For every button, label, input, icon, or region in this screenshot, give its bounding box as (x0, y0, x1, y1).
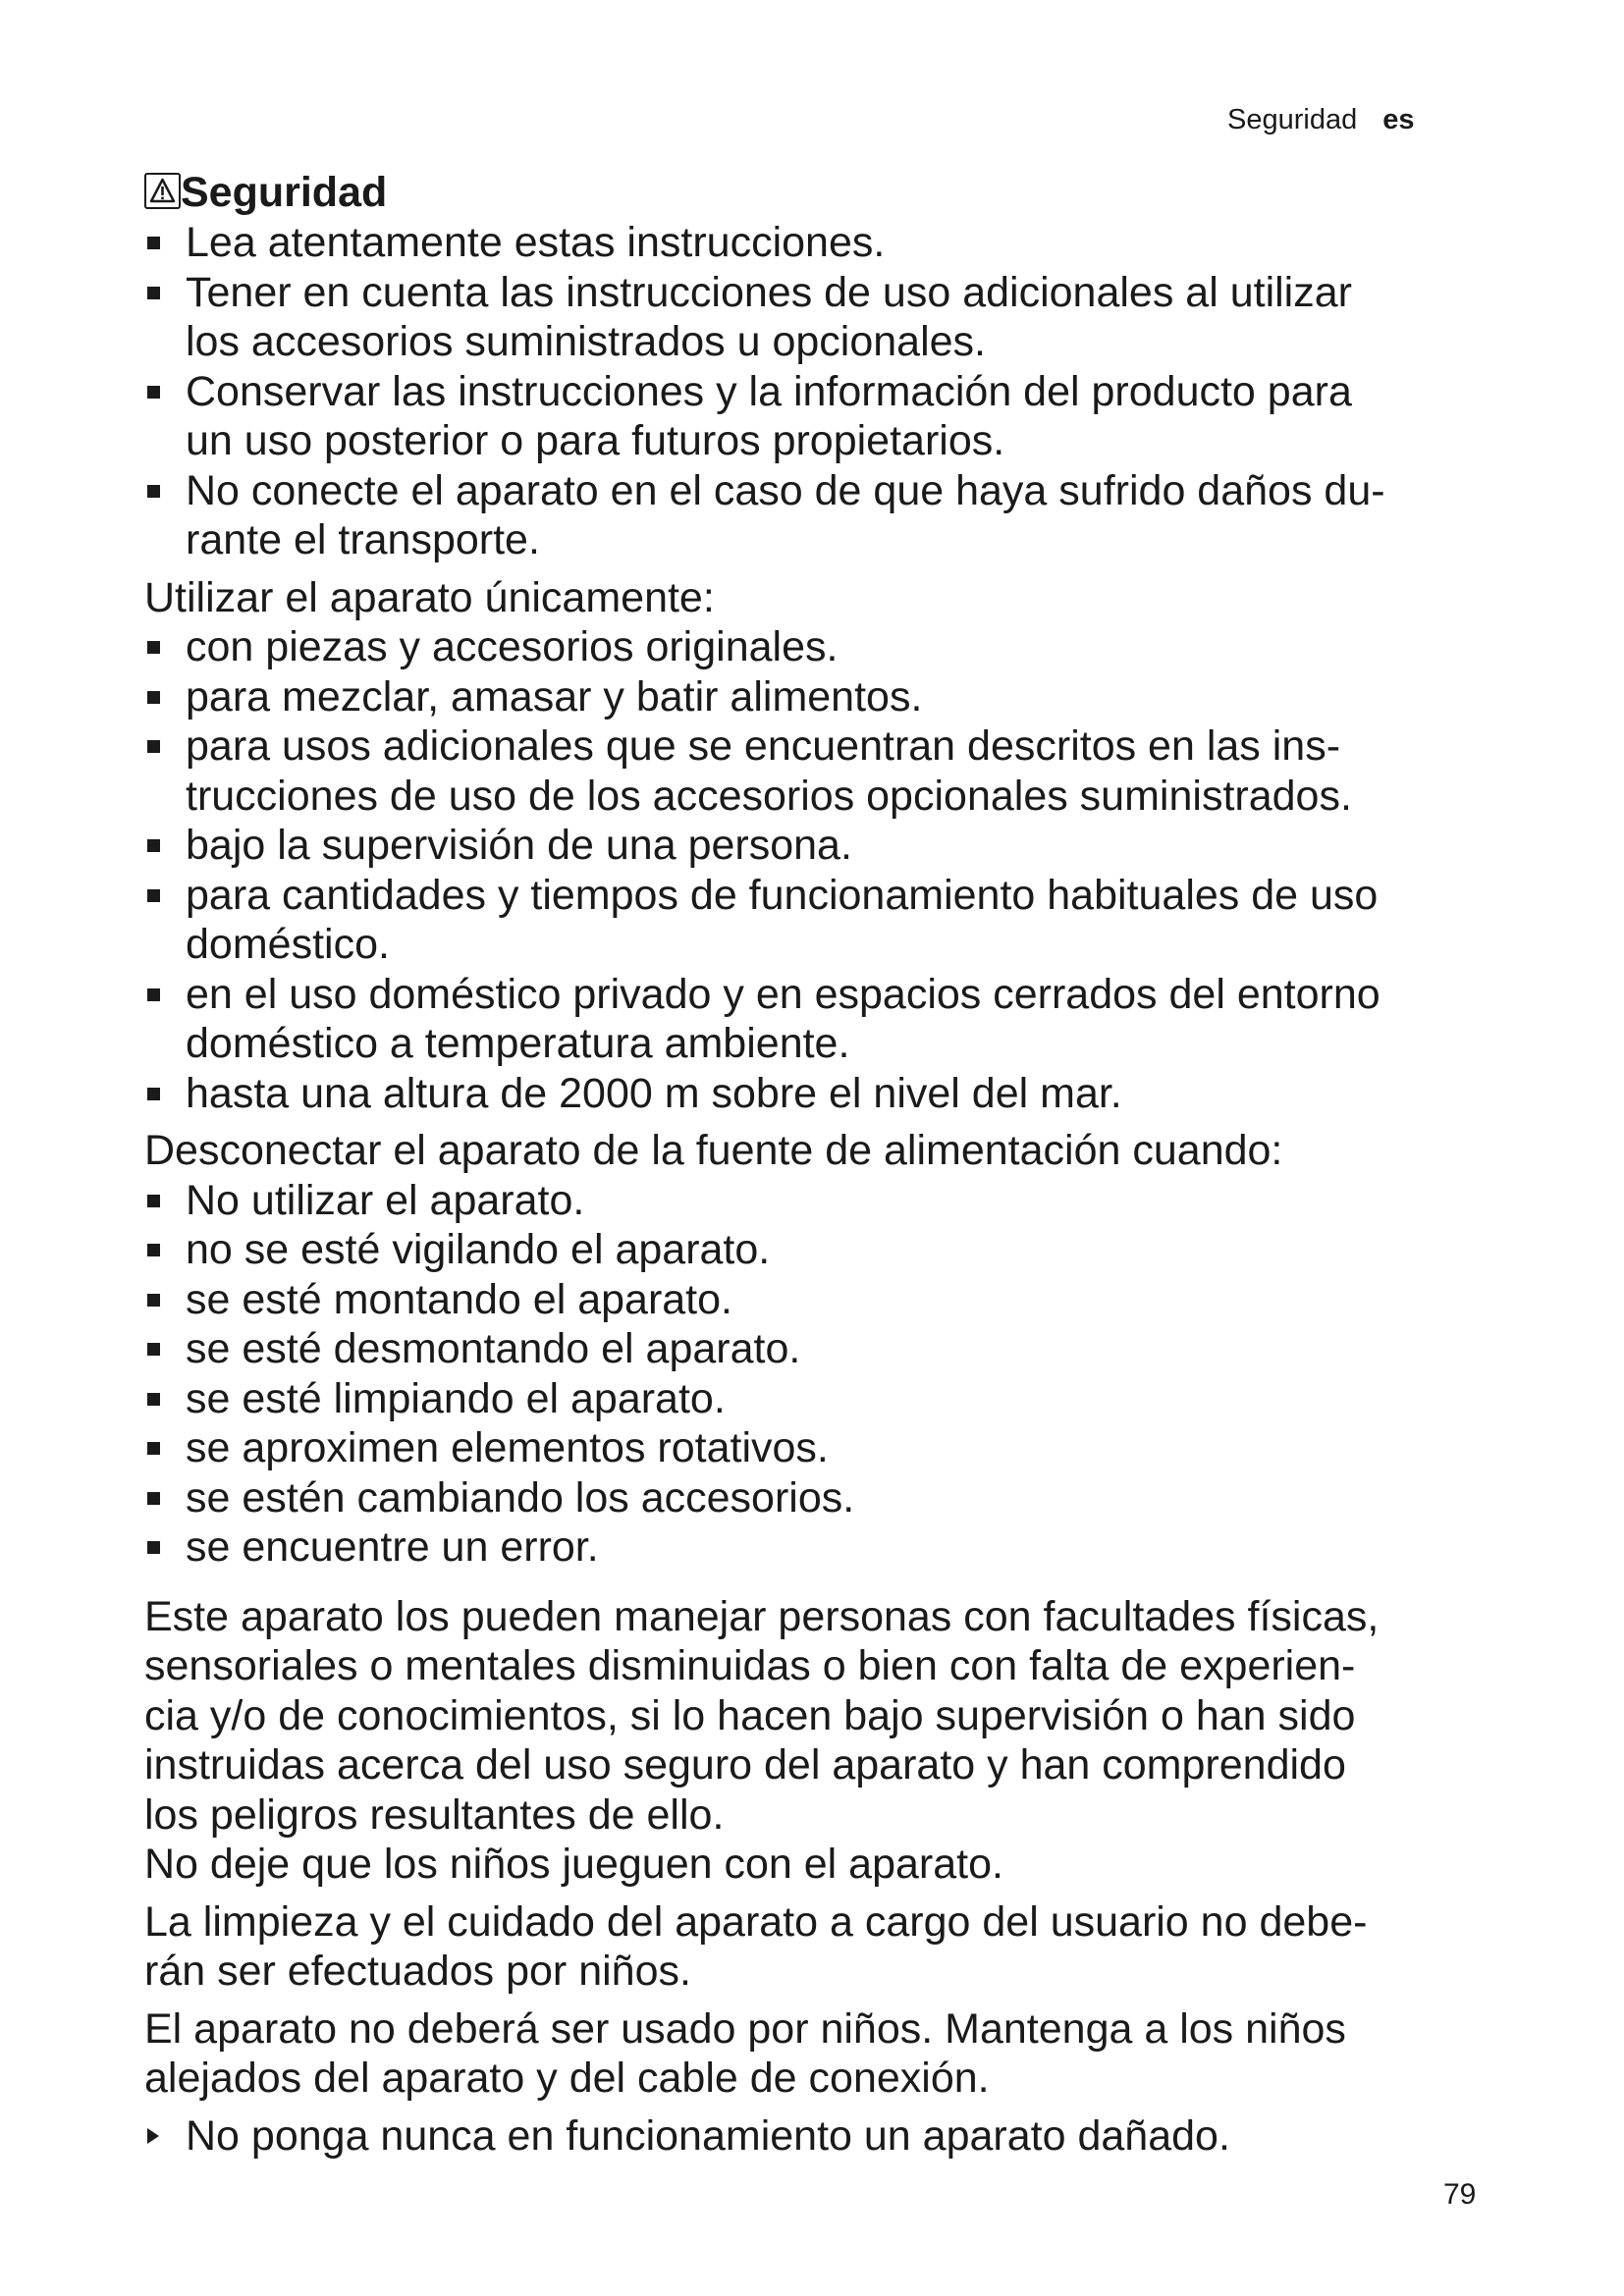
list-item: se esté limpiando el aparato. (144, 1374, 1539, 1424)
bullet-icon (147, 287, 160, 299)
bullet-icon (147, 641, 160, 654)
cleaning-paragraph: La limpieza y el cuidado del aparato a cargo del usuario no debe- rán ser efectuados por niños. (144, 1897, 1368, 1995)
bullet-icon (147, 237, 160, 249)
list-item: para usos adicionales que se encuentran descritos en las ins- trucciones de uso de los accesorios opcionales suministrados. (144, 721, 1539, 821)
page-number: 79 (1443, 2178, 1477, 2211)
running-header (1227, 102, 1483, 137)
list-item: se encuentre un error. (144, 1522, 1539, 1573)
warning-icon (144, 173, 181, 209)
bullet-icon (147, 740, 160, 753)
bullet-icon (147, 889, 160, 902)
section-title-text: Seguridad (181, 169, 388, 216)
list-item: Tener en cuenta las instrucciones de uso adicionales al utilizar los accesorios suministrados u opcionales. (144, 268, 1539, 367)
list-item: Conservar las instrucciones y la información del producto para un uso posterior o para futuros propietarios. (144, 367, 1539, 466)
list-item: con piezas y accesorios originales. (144, 622, 1539, 672)
list-item: no se esté vigilando el aparato. (144, 1225, 1539, 1275)
header-section: Seguridad (1227, 104, 1358, 135)
bullet-icon (147, 1541, 160, 1554)
list-item: en el uso doméstico privado y en espacios cerrados del entorno doméstico a temperatura ambiente. (144, 970, 1539, 1069)
bullet-icon (147, 988, 160, 1001)
list-item: hasta una altura de 2000 m sobre el nivel del mar. (144, 1069, 1539, 1119)
use-list (144, 622, 1539, 1118)
disconnect-list (144, 1176, 1539, 1573)
section-title (144, 167, 1539, 218)
bullet-icon (147, 1195, 160, 1207)
bullet-icon (147, 1492, 160, 1505)
persons-paragraph: Este aparato los pueden manejar personas con facultades físicas, sensoriales o mentales disminuidas o bien con falta de experien- cia y/o de conocimientos, si lo hacen bajo supervisión o han sido instruidas acerca del uso seguro del aparato y han comprendido los peligros resultantes de ello. (144, 1592, 1380, 1839)
children-play-paragraph: No deje que los niños jueguen con el aparato. (144, 1841, 1003, 1888)
list-item: para mezclar, amasar y batir alimentos. (144, 672, 1539, 722)
bullet-icon (147, 1244, 160, 1256)
page-content (144, 167, 1539, 2161)
action-instruction: No ponga nunca en funcionamiento un aparato dañado. (144, 2111, 1539, 2162)
list-item: se esté desmontando el aparato. (144, 1324, 1539, 1374)
bullet-icon (147, 1088, 160, 1100)
disconnect-heading: Desconectar el aparato de la fuente de alimentación cuando: (144, 1127, 1283, 1174)
list-item: No conecte el aparato en el caso de que haya sufrido daños du- rante el transporte. (144, 466, 1539, 565)
list-item: Lea atentamente estas instrucciones. (144, 218, 1539, 268)
list-item: para cantidades y tiempos de funcionamiento habituales de uso doméstico. (144, 871, 1539, 970)
bullet-icon (147, 386, 160, 399)
children-use-paragraph: El aparato no deberá ser usado por niños. Mantenga a los niños alejados del aparato y del cable de conexión. (144, 2004, 1346, 2102)
triangle-right-icon (147, 2128, 159, 2144)
list-item: se esté montando el aparato. (144, 1275, 1539, 1325)
list-item: se aproximen elementos rotativos. (144, 1423, 1539, 1473)
list-item: se estén cambiando los accesorios. (144, 1473, 1539, 1523)
intro-list (144, 218, 1539, 565)
bullet-icon (147, 1393, 160, 1406)
header-language: es (1382, 104, 1415, 135)
list-item: bajo la supervisión de una persona. (144, 821, 1539, 871)
bullet-icon (147, 485, 160, 498)
bullet-icon (147, 1343, 160, 1356)
bullet-icon (147, 1294, 160, 1307)
use-heading: Utilizar el aparato únicamente: (144, 573, 715, 621)
list-item: No utilizar el aparato. (144, 1176, 1539, 1226)
bullet-icon (147, 1442, 160, 1455)
bullet-icon (147, 691, 160, 704)
bullet-icon (147, 839, 160, 852)
